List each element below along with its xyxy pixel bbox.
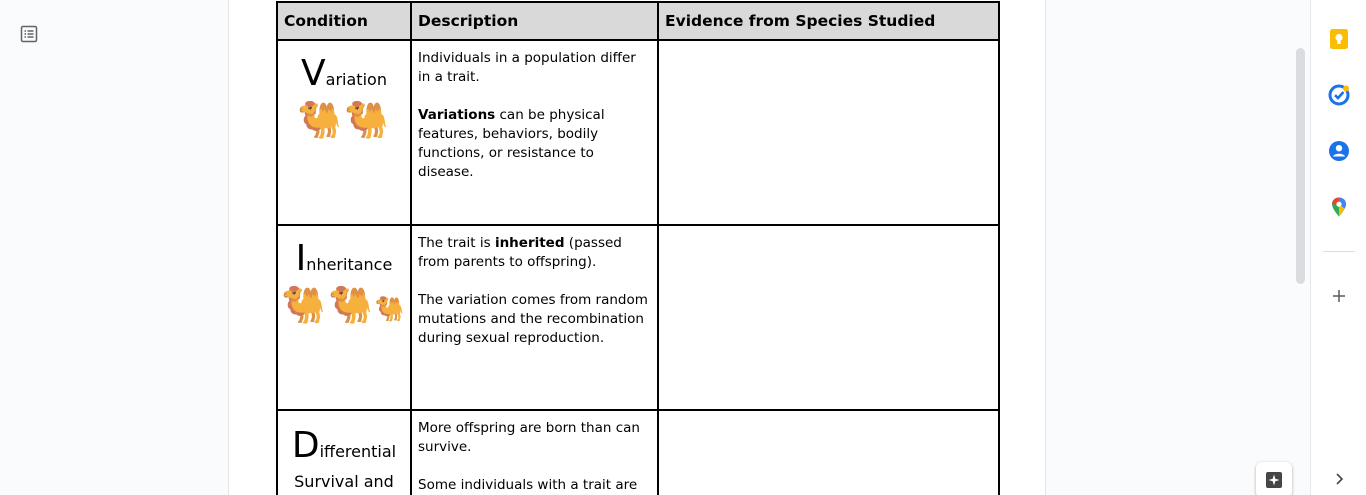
description-paragraph: More offspring are born than can survive. [418,420,640,455]
condition-cell[interactable] [277,225,411,410]
document-outline-button[interactable] [14,20,44,48]
maps-icon[interactable] [1328,196,1350,218]
contacts-icon[interactable] [1328,140,1350,162]
table-header-row [277,2,999,40]
condition-cell[interactable] [277,410,411,495]
description-paragraph: Some individuals with a trait are [418,477,638,493]
evidence-cell[interactable] [658,410,999,495]
header-description: Description [411,2,658,40]
side-panel [1310,0,1366,495]
bold-term: Variations [418,107,496,123]
condition-initial: I [295,238,307,279]
table-row [277,410,999,495]
description-paragraph: Individuals in a population differ in a trait. [418,50,636,85]
expand-chevron-icon[interactable] [1328,468,1350,490]
condition-title-rest: ifferential [319,442,397,461]
evidence-cell[interactable] [658,40,999,225]
add-icon[interactable] [1328,285,1350,307]
explore-sparkle-icon [1264,470,1284,490]
document-page[interactable] [228,0,1046,495]
side-panel-divider [1323,251,1355,252]
keep-icon[interactable] [1328,28,1350,50]
description-paragraph: Variations can be physical features, behaviors, bodily functions, or resistance to disease. [418,107,605,180]
condition-title [278,55,410,99]
condition-title-line2: Survival and [294,472,394,491]
tasks-icon[interactable] [1328,84,1350,106]
description-cell[interactable] [411,225,658,410]
condition-initial: V [301,53,326,94]
description-paragraph: The variation comes from random mutations and the recombination during sexual reproduction. [418,292,648,346]
description-cell[interactable] [411,40,658,225]
header-evidence: Evidence from Species Studied [658,2,999,40]
condition-title [278,427,410,471]
camel-emoji-icon: 🐫🐫🐫 [281,285,407,326]
description-paragraph: The trait is inherited (passed from parents to offspring). [418,235,622,270]
condition-cell[interactable] [277,40,411,225]
camel-emoji-icon: 🐫🐫 [297,100,391,141]
header-condition: Condition [277,2,411,40]
table-row [277,40,999,225]
explore-button[interactable] [1256,462,1292,495]
vids-table[interactable] [276,1,1000,495]
vertical-scrollbar[interactable] [1296,48,1305,284]
condition-title-rest: ariation [325,70,387,89]
description-cell[interactable] [411,410,658,495]
outline-list-icon [19,24,39,44]
bold-term: inherited [494,235,565,251]
evidence-cell[interactable] [658,225,999,410]
table-row [277,225,999,410]
condition-title [278,240,410,284]
condition-initial: D [291,425,320,466]
condition-title-rest: nheritance [306,255,393,274]
